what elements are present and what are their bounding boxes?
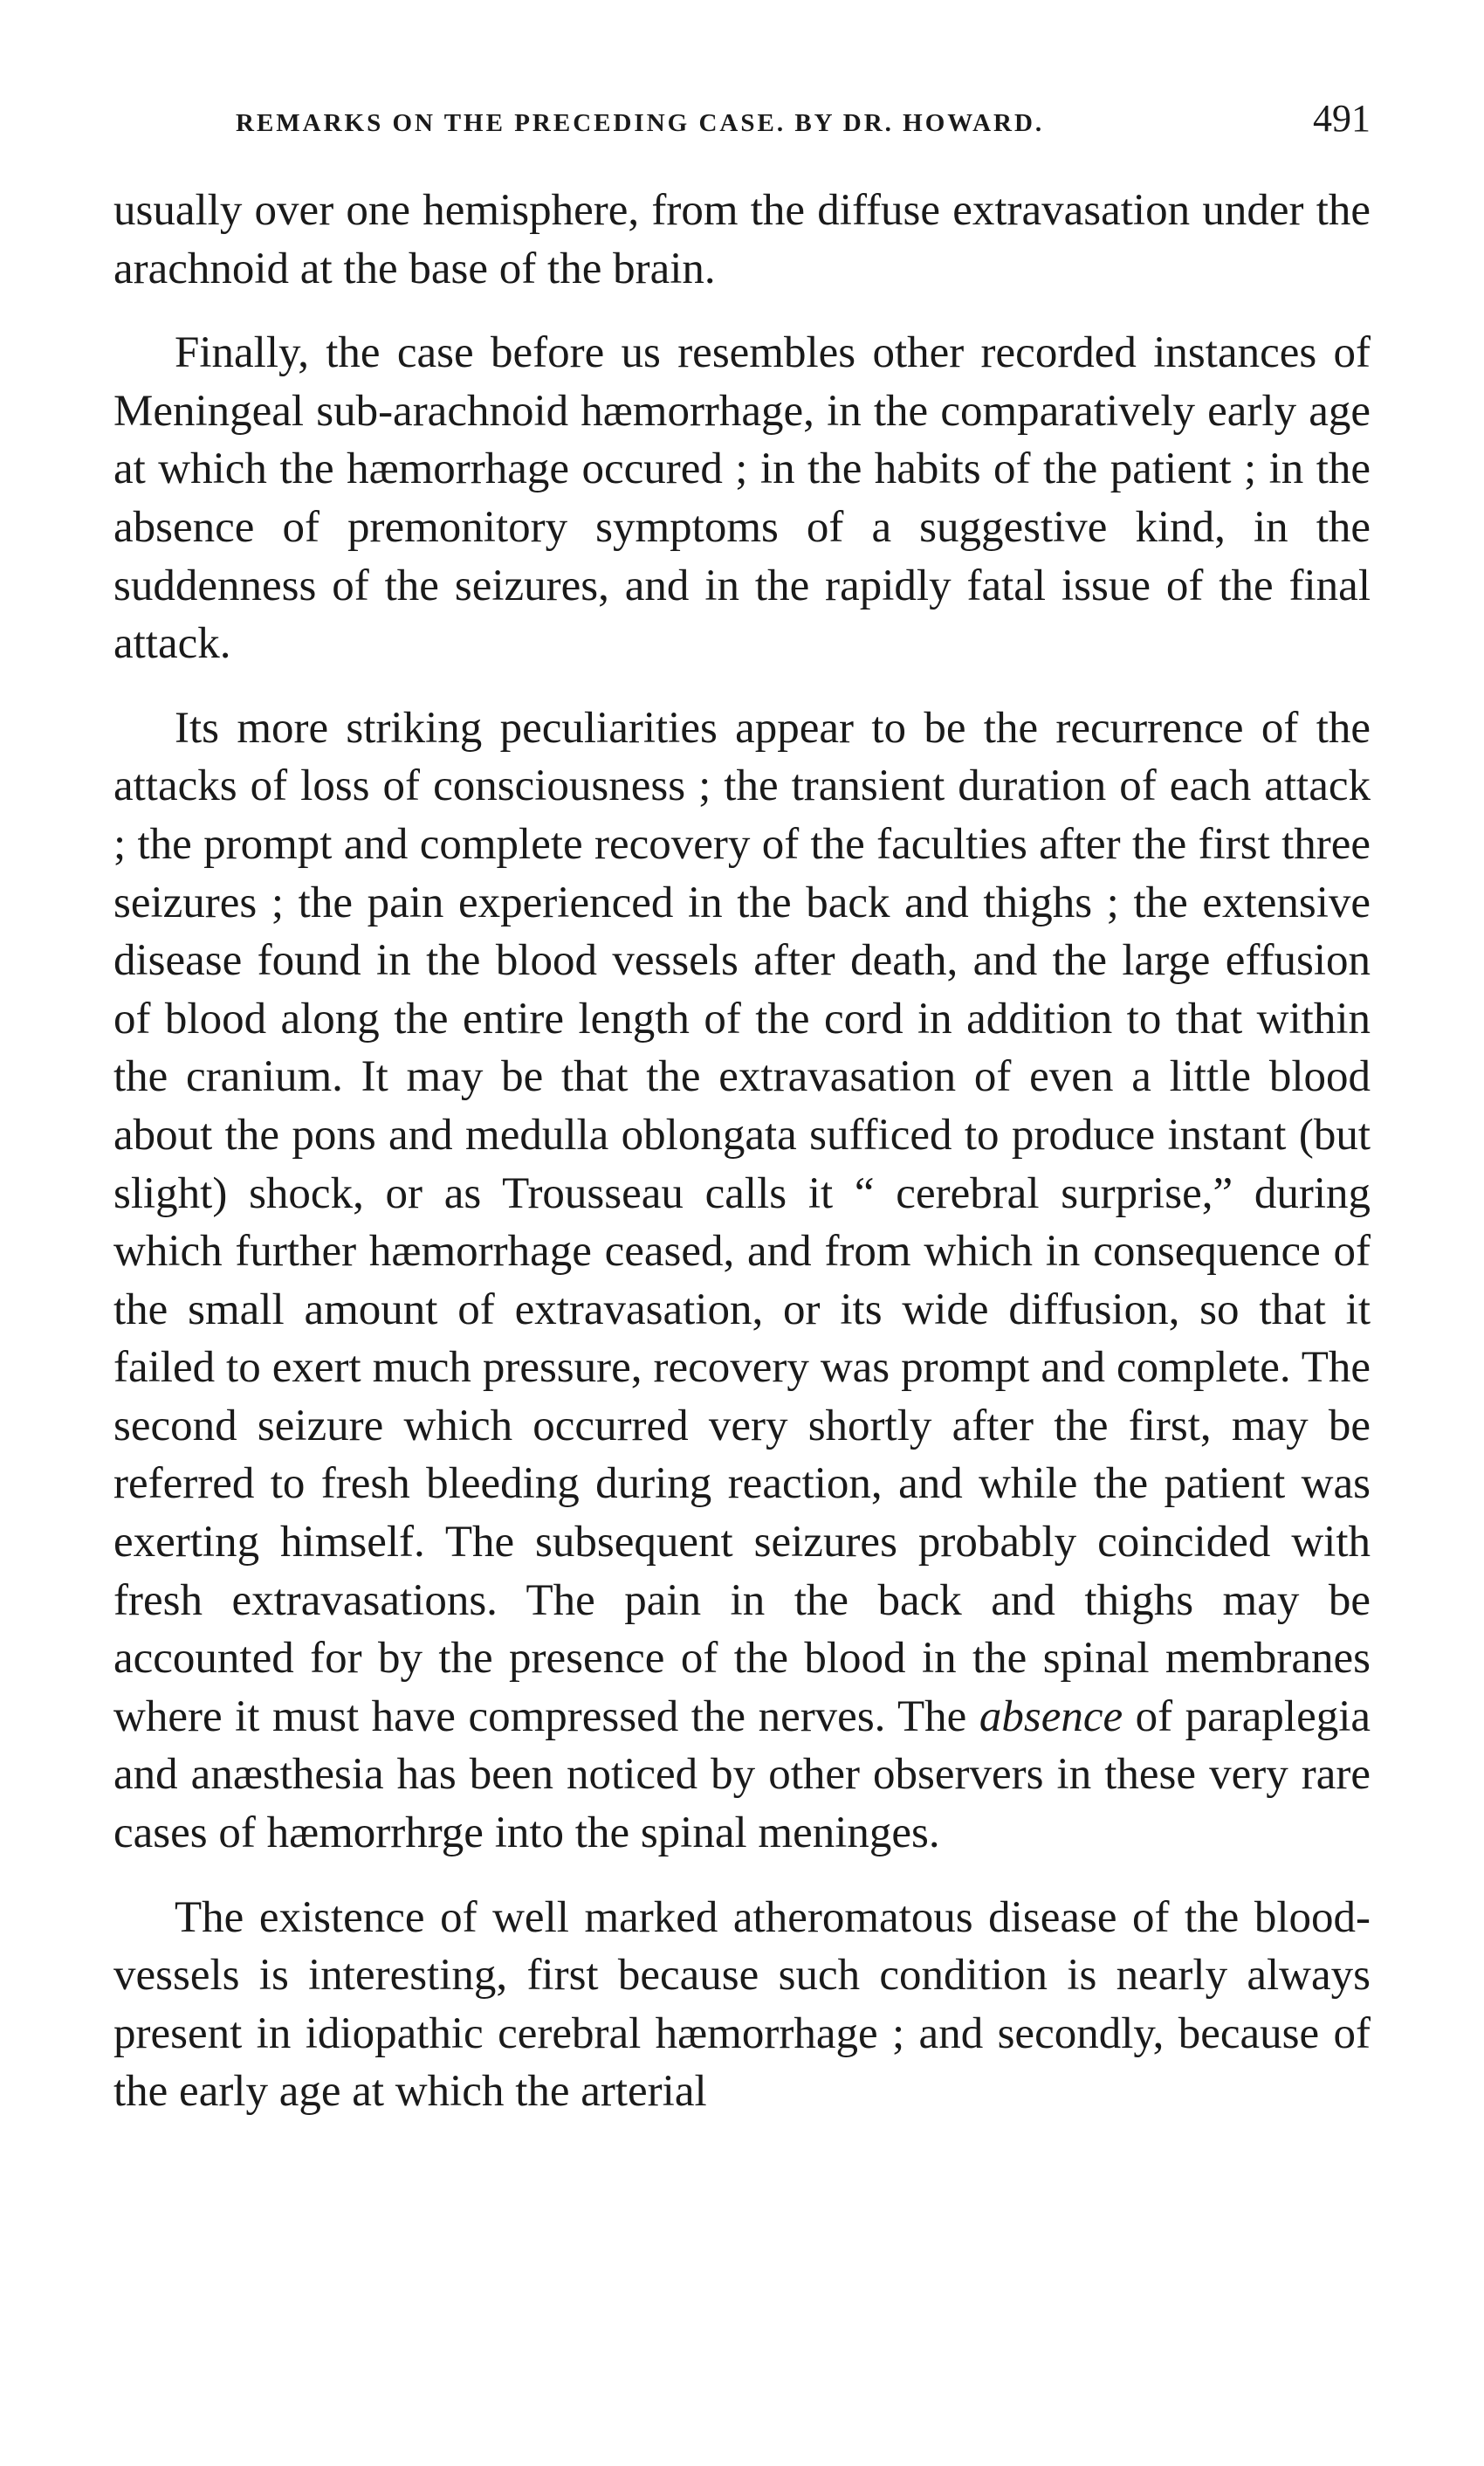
paragraph-continued: usually over one hemisphere, from the diffuse extravasation under the arachnoid at the base of the brain.: [113, 186, 1371, 293]
body-text: [113, 182, 1371, 2121]
emphasis-absence: absence: [979, 1691, 1123, 1741]
paragraph-atheromatous: The existence of well marked atheromatous disease of the blood-vessels is interesting, first because such condition is nearly always present in idiopathic cerebral hæmorrhage ; and secondly, because of the early age at which the arterial: [113, 1892, 1371, 2117]
running-title: REMARKS ON THE PRECEDING CASE. BY DR. HOWARD.: [236, 109, 1045, 137]
peculiarities-text-before: Its more striking peculiarities appear to be the recurrence of the attacks of loss of consciousness ; the transient duration of each attack ; the prompt and complete recovery of the faculties after the first three seizures ; the pain experienced in the back and thighs ; the extensive disease found in the blood vessels after death, and the large effusion of blood along the entire length of the cord in addition to that within the cranium. It may be that the extravasation of even a little blood about the pons and medulla oblongata sufficed to produce instant (but slight) shock, or as Trousseau calls it “ cerebral surprise,” during which further hæmorrhage ceased, and from which in consequence of the small amount of extravasation, or its wide diffusion, so that it failed to exert much pressure, recovery was prompt and complete. The second seizure which occurred very shortly after the first, may be referred to fresh bleeding during reaction, and while the patient was exerting himself. The subsequent seizures probably coincided with fresh extravasations. The pain in the back and thighs may be accounted for by the presence of the blood in the spinal membranes where it must have compressed the nerves. The: [113, 703, 1371, 1741]
paragraph-peculiarities: [113, 699, 1371, 1863]
book-page: [113, 96, 1371, 2121]
running-head: [236, 96, 1371, 145]
page-number: 491: [1313, 97, 1371, 140]
paragraph-finally: Finally, the case before us resembles other recorded instances of Meningeal sub-arachnoid hæmorrhage, in the comparatively early age at which the hæmorrhage occured ; in the habits of the patient ; in the absence of premonitory symptoms of a suggestive kind, in the suddenness of the seizures, and in the rapidly fatal issue of the final attack.: [113, 328, 1371, 669]
peculiarities-text-after: of paraplegia and anæsthesia has been noticed by other observers in these very rare cases of hæmorrhrge into the spinal meninges.: [113, 1691, 1371, 1858]
